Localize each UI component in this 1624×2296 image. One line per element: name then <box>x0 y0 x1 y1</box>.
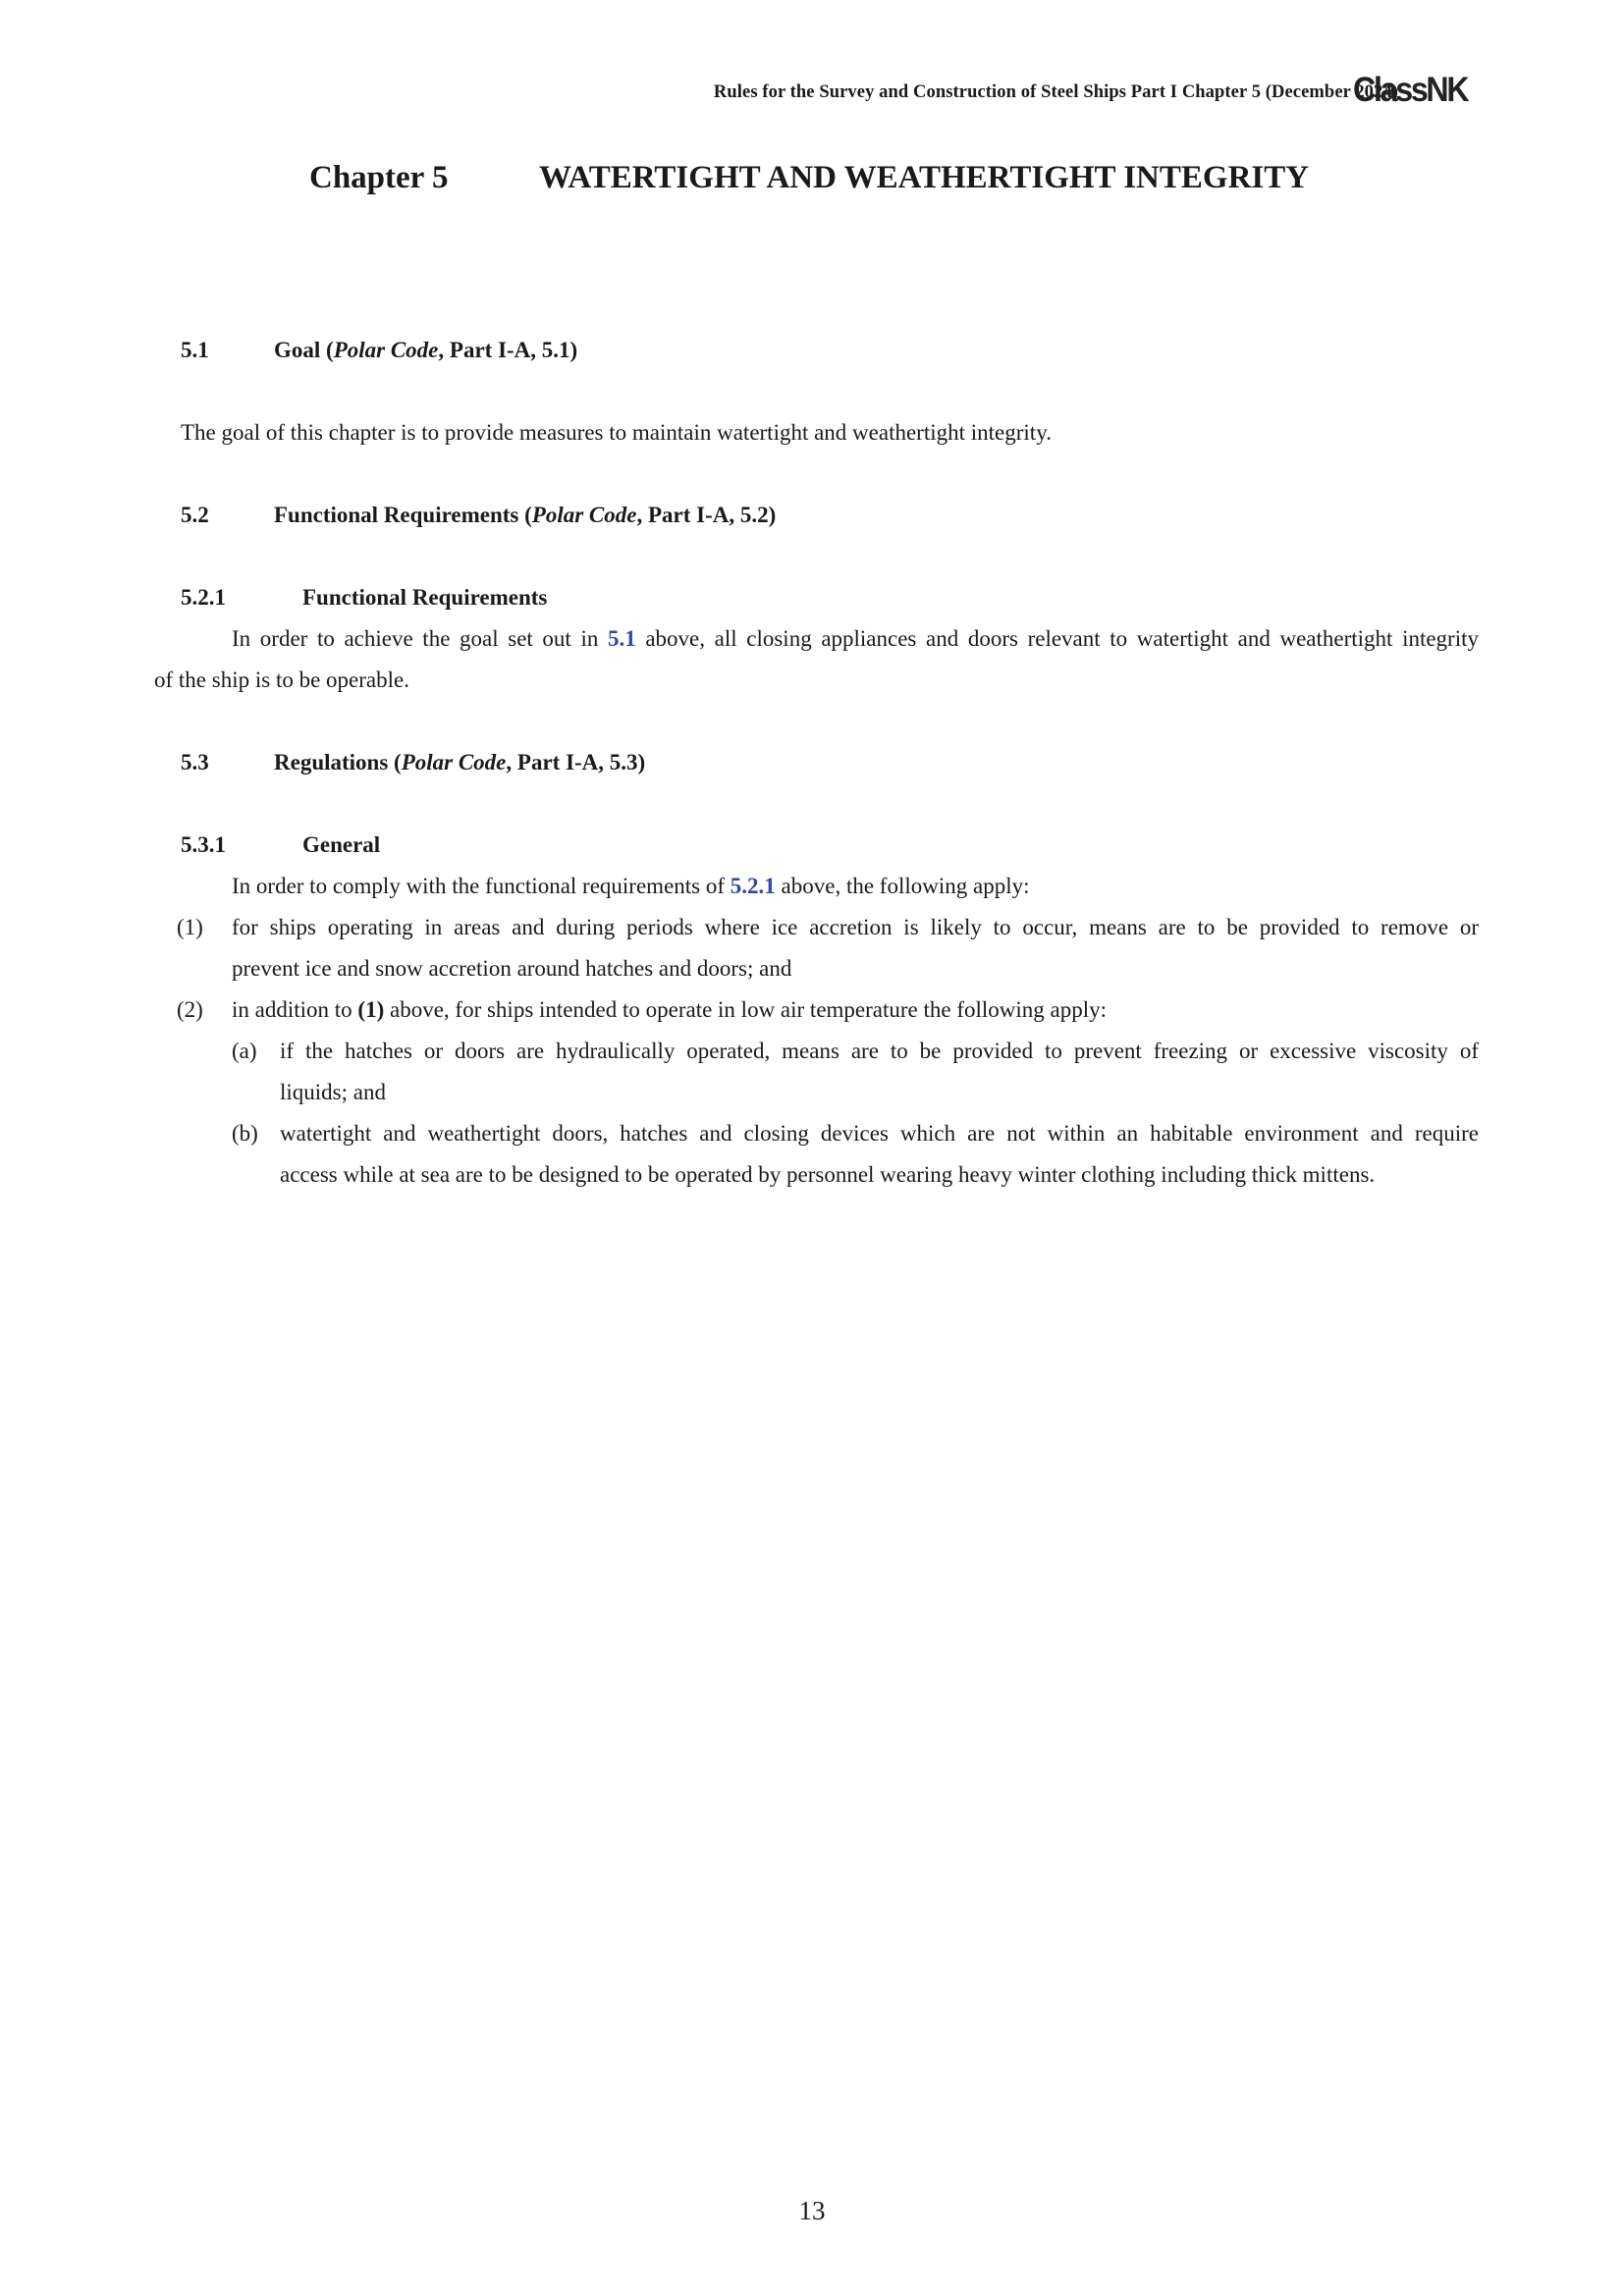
section-title: Goal ( <box>274 338 334 362</box>
section-title-italic: Polar Code <box>333 338 439 362</box>
chapter-title: WATERTIGHT AND WEATHERTIGHT INTEGRITY <box>539 160 1310 195</box>
section-title: Functional Requirements ( <box>274 503 532 527</box>
section-5-3-heading <box>181 742 645 783</box>
sub-item-label: (b) <box>232 1121 258 1146</box>
para-text: in addition to <box>232 997 358 1022</box>
section-5-2-heading <box>181 495 776 536</box>
section-number: 5.2 <box>181 503 209 527</box>
classnk-logo: ClassNK <box>1353 71 1468 109</box>
sub-item-a-line1: if the hatches or doors are hydraulically operated, means are to be provided to prevent freezing or excessive viscosity of <box>280 1039 1479 1063</box>
section-title-rest: , Part I-A, 5.1) <box>438 338 578 362</box>
chapter-number: Chapter 5 <box>309 160 449 195</box>
para-text: above, for ships intended to operate in low air temperature the following apply: <box>384 997 1108 1022</box>
section-title: Regulations ( <box>274 750 402 774</box>
list-item-2-text <box>232 989 1107 1031</box>
section-number: 5.1 <box>181 338 209 362</box>
section-5-2-1-heading <box>181 577 547 618</box>
sub-item-b-line1: watertight and weathertight doors, hatches and closing devices which are not within an habitable environment and require <box>280 1121 1479 1146</box>
ref-link-5-2-1[interactable]: 5.2.1 <box>730 874 776 898</box>
section-title: General <box>302 832 381 857</box>
para-text: In order to comply with the functional requirements of <box>232 874 731 898</box>
page-number: 13 <box>798 2196 826 2225</box>
list-item-label: (1) <box>177 915 203 939</box>
section-number: 5.2.1 <box>181 585 226 610</box>
list-item-1-line1: for ships operating in areas and during periods where ice accretion is likely to occur, means are to be provided to remove or <box>232 915 1479 939</box>
section-5-2-1-para-line2: of the ship is to be operable. <box>154 667 409 692</box>
section-5-1-heading <box>181 330 577 371</box>
section-title-rest: , Part I-A, 5.3) <box>506 750 646 774</box>
para-text: In order to achieve the goal set out in <box>232 626 608 651</box>
chapter-heading <box>309 160 1309 196</box>
list-item-1-line2: prevent ice and snow accretion around hatches and doors; and <box>232 956 792 981</box>
running-header: Rules for the Survey and Construction of Steel Ships Part I Chapter 5 (December 2024) <box>713 82 1398 102</box>
item-reference: (1) <box>357 997 385 1022</box>
section-5-3-1-heading <box>181 825 380 866</box>
section-title-italic: Polar Code <box>531 503 637 527</box>
section-title: Functional Requirements <box>302 585 548 610</box>
section-number: 5.3.1 <box>181 832 226 857</box>
para-text: above, all closing appliances and doors relevant to watertight and weathertight integrity <box>635 626 1479 651</box>
section-title-italic: Polar Code <box>401 750 507 774</box>
section-5-3-1-intro <box>232 866 1029 907</box>
sub-item-b-line2: access while at sea are to be designed to be operated by personnel wearing heavy winter clothing including thick mittens. <box>280 1162 1376 1187</box>
section-5-1-body: The goal of this chapter is to provide measures to maintain watertight and weathertight integrity. <box>181 420 1052 445</box>
sub-item-a-line2: liquids; and <box>280 1080 386 1104</box>
section-5-2-1-para-line1 <box>232 618 1479 660</box>
section-number: 5.3 <box>181 750 209 774</box>
section-title-rest: , Part I-A, 5.2) <box>636 503 777 527</box>
sub-item-label: (a) <box>232 1039 257 1063</box>
list-item-label: (2) <box>177 997 203 1022</box>
ref-link-5-1[interactable]: 5.1 <box>607 626 636 651</box>
para-text: above, the following apply: <box>775 874 1030 898</box>
